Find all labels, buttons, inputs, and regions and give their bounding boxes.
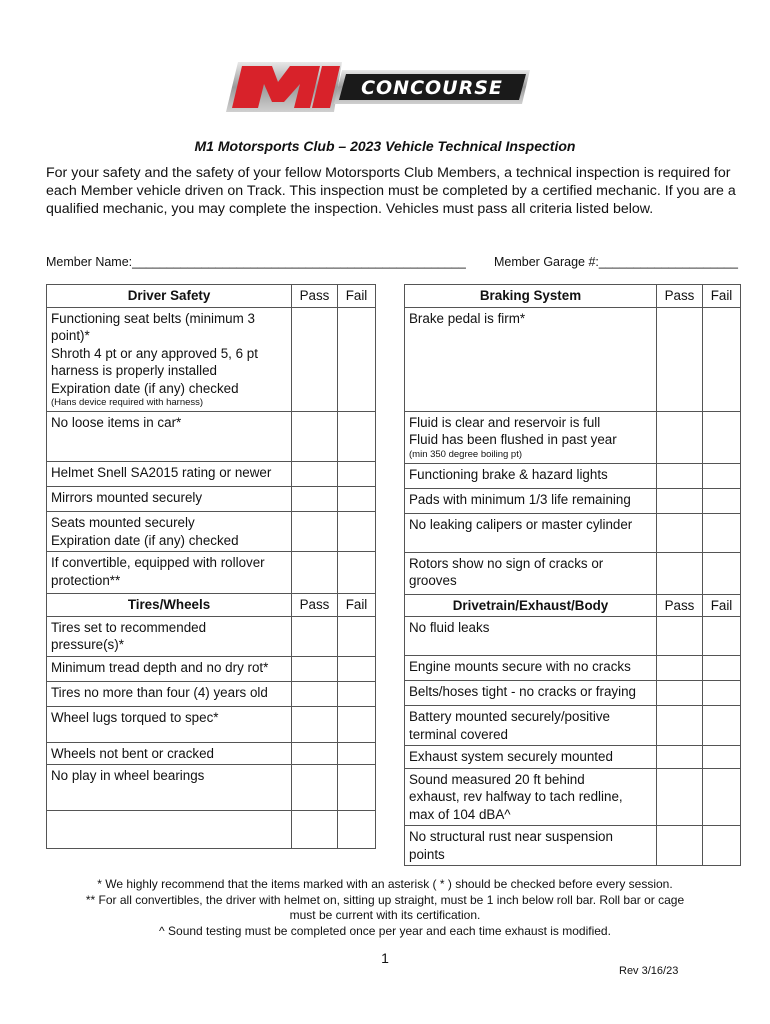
fail-checkbox-cell[interactable] (338, 412, 376, 462)
member-name-field[interactable]: Member Name:________________________________________________ (46, 255, 466, 269)
table-row (405, 681, 741, 706)
table-row (47, 706, 376, 742)
table-row (47, 616, 376, 656)
inspection-item (405, 746, 657, 769)
table-row (47, 412, 376, 462)
inspection-item (47, 552, 292, 594)
inspection-item-line: pressure(s)* (51, 637, 124, 652)
pass-checkbox-cell[interactable] (292, 512, 338, 552)
table-row (47, 811, 376, 849)
inspection-item-line: Battery mounted securely/positive (409, 709, 610, 724)
inspection-item-line: max of 104 dBA^ (409, 806, 511, 822)
inspection-item-line: No structural rust near suspension (409, 829, 613, 844)
footnote-double-asterisk: ** For all convertibles, the driver with helmet on, sitting up straight, must be 1 inch below roll bar. Roll bar or cage (85, 892, 685, 907)
inspection-item-line: Expiration date (if any) checked (51, 380, 239, 396)
inspection-item (405, 513, 657, 552)
table-row (47, 487, 376, 512)
right-inspection-table (404, 284, 741, 866)
inspection-item (47, 681, 292, 706)
left-inspection-table (46, 284, 376, 849)
inspection-item (47, 656, 292, 681)
fail-checkbox-cell[interactable] (703, 746, 741, 769)
fail-checkbox-cell[interactable] (703, 463, 741, 488)
m1-concourse-logo (224, 58, 534, 116)
inspection-item (405, 656, 657, 681)
inspection-item-line: points (409, 846, 445, 862)
pass-checkbox-cell[interactable] (657, 488, 703, 513)
inspection-item-line: Pads with minimum 1/3 life remaining (409, 491, 631, 507)
fail-checkbox-cell[interactable] (338, 742, 376, 765)
footnote-asterisk: * We highly recommend that the items marked with an asterisk ( * ) should be checked before every session. (97, 877, 673, 891)
inspection-item-line: Fluid is clear and reservoir is full (409, 414, 601, 430)
inspection-item (47, 487, 292, 512)
fail-column-header: Fail (703, 594, 741, 617)
fail-checkbox-cell[interactable] (338, 765, 376, 811)
member-garage-field[interactable]: Member Garage #:____________________ (494, 255, 738, 269)
inspection-item (47, 706, 292, 742)
fail-checkbox-cell[interactable] (703, 617, 741, 656)
pass-checkbox-cell[interactable] (292, 616, 338, 656)
inspection-item-line: Expiration date (if any) checked (51, 532, 239, 548)
inspection-item-line: Functioning brake & hazard lights (409, 466, 608, 482)
inspection-item-line: Tires no more than four (4) years old (51, 684, 268, 700)
inspection-item-line: harness is properly installed (51, 363, 217, 378)
inspection-item-line: Brake pedal is firm* (409, 310, 526, 326)
pass-column-header: Pass (292, 594, 338, 617)
inspection-item-line: Seats mounted securely (51, 515, 195, 530)
inspection-item-line: Wheel lugs torqued to spec* (51, 709, 219, 725)
table-row (47, 307, 376, 412)
logo-wordmark: CONCOURSE (361, 77, 503, 99)
fail-checkbox-cell[interactable] (703, 552, 741, 594)
page-title: M1 Motorsports Club – 2023 Vehicle Technical Inspection (194, 138, 576, 154)
inspection-item-line: Shroth 4 pt or any approved 5, 6 pt (51, 345, 258, 361)
pass-checkbox-cell[interactable] (657, 706, 703, 746)
inspection-item-line: terminal covered (409, 726, 508, 742)
fail-checkbox-cell[interactable] (338, 307, 376, 412)
inspection-item (405, 488, 657, 513)
inspection-item-line: Rotors show no sign of cracks or (409, 555, 604, 571)
pass-checkbox-cell[interactable] (292, 656, 338, 681)
pass-checkbox-cell[interactable] (657, 411, 703, 463)
inspection-item (47, 765, 292, 811)
pass-checkbox-cell[interactable] (657, 552, 703, 594)
inspection-item-line: No leaking calipers or master cylinder (409, 516, 633, 532)
page-number: 1 (381, 950, 389, 966)
table-row (405, 656, 741, 681)
pass-checkbox-cell[interactable] (657, 307, 703, 411)
inspection-item-line: Exhaust system securely mounted (409, 749, 613, 764)
pass-column-header: Pass (657, 594, 703, 617)
inspection-item (47, 462, 292, 487)
table-row (405, 768, 741, 826)
inspection-item (47, 307, 292, 412)
inspection-item (405, 307, 657, 411)
left-section-header: Tires/Wheels (47, 594, 292, 617)
pass-checkbox-cell[interactable] (292, 462, 338, 487)
fail-checkbox-cell[interactable] (338, 462, 376, 487)
table-row (405, 552, 741, 594)
inspection-item-line: Belts/hoses tight - no cracks or fraying (409, 684, 636, 699)
fail-checkbox-cell[interactable] (338, 811, 376, 849)
fail-column-header: Fail (338, 594, 376, 617)
fail-checkbox-cell[interactable] (338, 681, 376, 706)
pass-checkbox-cell[interactable] (657, 826, 703, 866)
inspection-item-line: Mirrors mounted securely (51, 490, 203, 505)
left-section-header: Driver Safety (47, 285, 292, 308)
fail-column-header: Fail (703, 285, 741, 308)
inspection-item (47, 412, 292, 462)
inspection-item (47, 616, 292, 656)
pass-checkbox-cell[interactable] (657, 746, 703, 769)
pass-column-header: Pass (292, 285, 338, 308)
fail-checkbox-cell[interactable] (338, 487, 376, 512)
right-section-header: Drivetrain/Exhaust/Body (405, 594, 657, 617)
table-row (405, 411, 741, 463)
pass-checkbox-cell[interactable] (657, 768, 703, 826)
right-section-header: Braking System (405, 285, 657, 308)
table-row (405, 307, 741, 411)
inspection-item-line: Sound measured 20 ft behind (409, 771, 585, 787)
fail-checkbox-cell[interactable] (703, 826, 741, 866)
inspection-item-note: (Hans device required with harness) (51, 397, 204, 408)
pass-checkbox-cell[interactable] (657, 617, 703, 656)
pass-checkbox-cell[interactable] (292, 765, 338, 811)
pass-checkbox-cell[interactable] (292, 681, 338, 706)
inspection-item (405, 463, 657, 488)
fail-checkbox-cell[interactable] (703, 307, 741, 411)
fail-checkbox-cell[interactable] (703, 513, 741, 552)
fail-column-header: Fail (338, 285, 376, 308)
inspection-item-line: Wheels not bent or cracked (51, 745, 215, 761)
inspection-item-line: Engine mounts secure with no cracks (409, 659, 631, 674)
inspection-item-line: protection** (51, 572, 121, 588)
pass-checkbox-cell[interactable] (292, 307, 338, 412)
inspection-item (405, 411, 657, 463)
pass-checkbox-cell[interactable] (292, 742, 338, 765)
table-row (47, 765, 376, 811)
pass-checkbox-cell[interactable] (292, 487, 338, 512)
inspection-item-line: No play in wheel bearings (51, 768, 205, 783)
fail-checkbox-cell[interactable] (338, 616, 376, 656)
pass-checkbox-cell[interactable] (292, 706, 338, 742)
fail-checkbox-cell[interactable] (338, 656, 376, 681)
inspection-item-line: Functioning seat belts (minimum 3 (51, 310, 255, 326)
inspection-item-line: exhaust, rev halfway to tach redline, (409, 789, 623, 804)
inspection-item (47, 811, 292, 849)
inspection-item (405, 826, 657, 866)
table-row (405, 617, 741, 656)
pass-checkbox-cell[interactable] (657, 463, 703, 488)
fail-checkbox-cell[interactable] (338, 706, 376, 742)
table-row (47, 681, 376, 706)
table-row (405, 826, 741, 866)
table-row (47, 656, 376, 681)
inspection-item-line: If convertible, equipped with rollover (51, 555, 265, 570)
fail-checkbox-cell[interactable] (703, 768, 741, 826)
fail-checkbox-cell[interactable] (703, 681, 741, 706)
pass-checkbox-cell[interactable] (292, 412, 338, 462)
fail-checkbox-cell[interactable] (703, 488, 741, 513)
fail-checkbox-cell[interactable] (703, 656, 741, 681)
inspection-item-note: (min 350 degree boiling pt) (409, 448, 523, 460)
inspection-item-line: No fluid leaks (409, 620, 490, 635)
inspection-item-line: grooves (409, 573, 457, 588)
table-row (47, 742, 376, 765)
inspection-item-line: Helmet Snell SA2015 rating or newer (51, 465, 272, 480)
inspection-item (47, 512, 292, 552)
inspection-item (405, 681, 657, 706)
inspection-item (405, 706, 657, 746)
table-row (405, 706, 741, 746)
inspection-item (405, 552, 657, 594)
footnotes (0, 877, 770, 939)
inspection-item (47, 742, 292, 765)
inspection-item-line: point)* (51, 328, 90, 343)
inspection-item (405, 617, 657, 656)
table-row (47, 462, 376, 487)
table-row (405, 463, 741, 488)
revision-label: Rev 3/16/23 (619, 965, 679, 977)
inspection-item (405, 768, 657, 826)
footnote-caret: ^ Sound testing must be completed once per year and each time exhaust is modified. (159, 923, 611, 938)
pass-checkbox-cell[interactable] (657, 513, 703, 552)
pass-checkbox-cell[interactable] (657, 681, 703, 706)
inspection-item-line: No loose items in car* (51, 415, 182, 430)
table-row (47, 512, 376, 552)
pass-checkbox-cell[interactable] (292, 552, 338, 594)
table-row (405, 513, 741, 552)
inspection-item-line: Tires set to recommended (51, 619, 207, 635)
inspection-item-line: Fluid has been flushed in past year (409, 432, 617, 447)
intro-paragraph: For your safety and the safety of your fellow Motorsports Club Members, a technical inspection is required for each Member vehicle driven on Track. This inspection must be completed by a certified mechanic. If you are a qualified mechanic, you may complete the inspection. Vehicles must pass all criteria listed below. (46, 165, 736, 217)
pass-checkbox-cell[interactable] (292, 811, 338, 849)
pass-checkbox-cell[interactable] (657, 656, 703, 681)
table-row (405, 488, 741, 513)
pass-column-header: Pass (657, 285, 703, 308)
fail-checkbox-cell[interactable] (703, 706, 741, 746)
fail-checkbox-cell[interactable] (338, 512, 376, 552)
inspection-item-line: Minimum tread depth and no dry rot* (51, 659, 269, 675)
table-row (405, 746, 741, 769)
table-row (47, 552, 376, 594)
fail-checkbox-cell[interactable] (338, 552, 376, 594)
footnote-double-asterisk-cont: must be current with its certification. (289, 908, 481, 922)
fail-checkbox-cell[interactable] (703, 411, 741, 463)
